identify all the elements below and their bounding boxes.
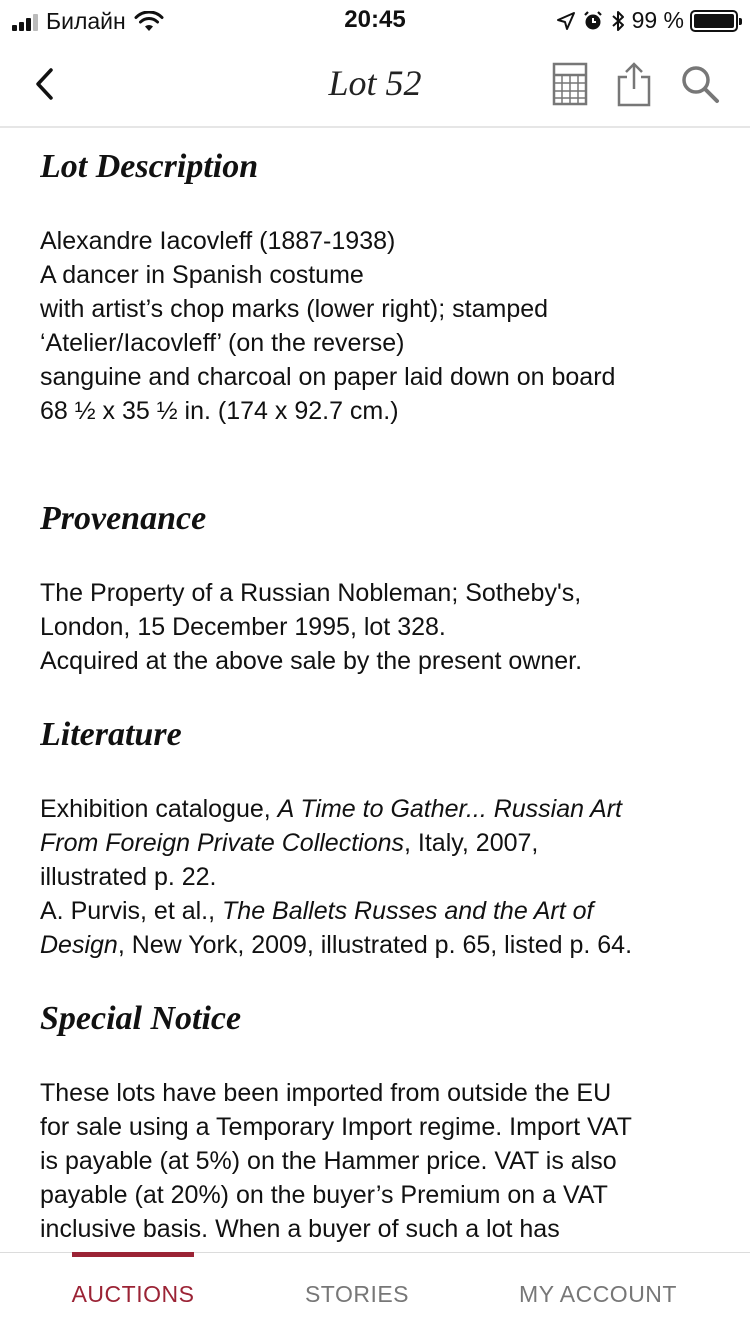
special-notice-line: for sale using a Temporary Import regime. Import VAT — [40, 1113, 632, 1141]
description-line: A dancer in Spanish costume — [40, 261, 364, 289]
literature-text — [40, 792, 720, 962]
description-line: with artist’s chop marks (lower right); stamped — [40, 295, 549, 323]
tab-bar — [0, 1252, 750, 1334]
special-notice-text — [40, 1076, 720, 1246]
literature-line: illustrated p. 22. — [40, 863, 217, 891]
provenance-line: The Property of a Russian Nobleman; Sotheby's, — [40, 579, 582, 607]
special-notice-line: These lots have been imported from outside the EU — [40, 1079, 612, 1107]
literature-line — [40, 826, 720, 860]
provenance-heading: Provenance — [40, 500, 207, 537]
share-button[interactable] — [612, 60, 656, 108]
provenance-line: London, 15 December 1995, lot 328. — [40, 613, 446, 641]
literature-ref2-title: Design — [40, 931, 118, 959]
share-icon — [616, 61, 652, 107]
nav-bar — [0, 40, 750, 128]
status-time: 20:45 — [344, 6, 406, 33]
description-line: ‘Atelier/Iacovleff’ (on the reverse) — [40, 329, 405, 357]
literature-ref1-prefix: Exhibition catalogue, — [40, 795, 278, 823]
page-title: Lot 52 — [328, 63, 422, 103]
special-notice-line: payable (at 20%) on the buyer’s Premium on a VAT — [40, 1181, 608, 1209]
description-line: Alexandre Iacovleff (1887-1938) — [40, 227, 396, 255]
literature-line — [40, 894, 720, 928]
calculator-icon — [552, 62, 588, 106]
provenance-text — [40, 576, 720, 678]
literature-ref1-suffix: , Italy, 2007, — [404, 829, 539, 857]
literature-ref2-prefix: A. Purvis, et al., — [40, 897, 223, 925]
literature-ref1-title: From Foreign Private Collections — [40, 829, 405, 857]
tab-stories[interactable]: STORIES — [304, 1280, 410, 1307]
status-bar — [0, 0, 750, 40]
battery-percent: 99 % — [631, 7, 684, 33]
special-notice-heading: Special Notice — [40, 1000, 242, 1037]
lot-description-heading: Lot Description — [40, 148, 259, 185]
search-icon — [680, 64, 720, 104]
literature-heading: Literature — [40, 716, 182, 753]
description-line: 68 ½ x 35 ½ in. (174 x 92.7 cm.) — [40, 397, 399, 425]
literature-ref1-title: A Time to Gather... Russian Art — [277, 795, 623, 823]
lot-detail-content[interactable] — [40, 128, 720, 1252]
calculator-button[interactable] — [548, 60, 592, 108]
battery-icon — [690, 10, 738, 32]
carrier-name: Билайн — [46, 8, 126, 34]
special-notice-line: inclusive basis. When a buyer of such a lot has — [40, 1215, 560, 1243]
literature-line — [40, 792, 720, 826]
lot-description-text — [40, 224, 720, 428]
literature-ref2-suffix: , New York, 2009, illustrated p. 65, listed p. 64. — [117, 931, 633, 959]
search-button[interactable] — [678, 60, 722, 108]
literature-line — [40, 928, 720, 962]
tab-auctions[interactable]: AUCTIONS — [71, 1280, 195, 1307]
alarm-icon — [582, 10, 604, 32]
provenance-line: Acquired at the above sale by the present owner. — [40, 647, 583, 675]
bluetooth-icon — [610, 9, 626, 33]
literature-ref2-title: The Ballets Russes and the Art of — [222, 897, 594, 925]
location-arrow-icon — [556, 11, 576, 31]
special-notice-line: is payable (at 5%) on the Hammer price. VAT is also — [40, 1147, 617, 1175]
tab-my-account[interactable]: MY ACCOUNT — [519, 1280, 677, 1307]
status-right — [556, 7, 738, 34]
description-line: sanguine and charcoal on paper laid down on board — [40, 363, 616, 391]
